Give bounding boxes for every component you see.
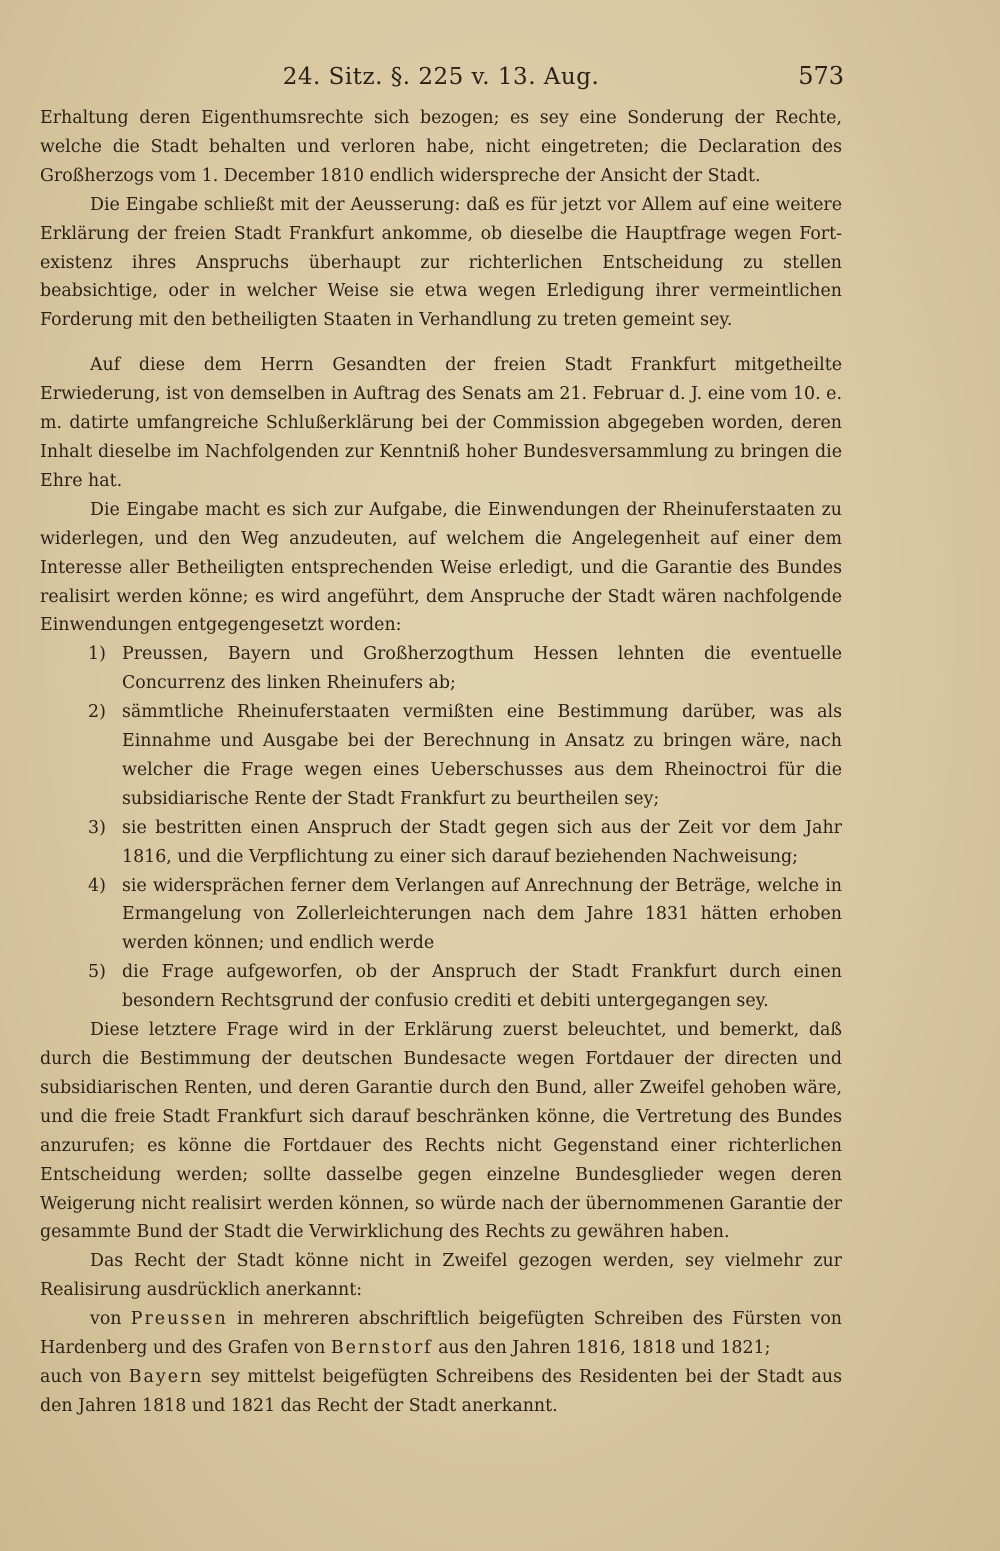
list-item-text: sie bestritten einen Anspruch der Stadt gegen sich aus der Zeit vor dem Jahr 1816, und die Verpflichtung zu einer sich darauf beziehenden Nachweisung; xyxy=(122,817,842,867)
list-item-text: Preussen, Bayern und Großherzogthum Hessen lehnten die eventuelle Concurrenz des linken Rheinufers ab; xyxy=(122,644,842,694)
state-name-bayern: Bayern xyxy=(128,1366,204,1387)
list-item-text: sie widersprächen ferner dem Verlangen auf Anrechnung der Beträge, welche in Ermangelung von Zollerleichterungen nach dem Jahre 1831 hätten erhoben werden können; und endlich werde xyxy=(122,875,842,954)
list-item-text: die Frage aufgeworfen, ob der Anspruch der Stadt Frankfurt durch einen besondern Rechtsgrund der confusio crediti et debiti untergegangen sey. xyxy=(122,962,842,1012)
list-item xyxy=(40,958,842,1016)
paragraph-8 xyxy=(40,1363,842,1421)
p8-part-c: sey mittelst beigefügten Schreibens des Residenten bei der Stadt aus den Jahren 1818 und 1821 das Recht der Stadt anerkannt. xyxy=(40,1366,843,1416)
list-item-number: 3) xyxy=(88,817,106,838)
paragraph-1: Erhaltung deren Eigenthumsrechte sich bezogen; es sey eine Sonderung der Rechte, welche die Stadt behalten und verloren habe, nicht eingetreten; die Declaration des Großherzogs vom 1. December 1810 endlich widerspreche der Ansicht der Stadt. xyxy=(40,108,842,186)
paragraph-2: Die Eingabe schließt mit der Aeusserung: daß es für jetzt vor Allem auf eine weitere Erklärung der freien Stadt Frankfurt ankomme, ob dieselbe die Hauptfrage wegen Fort-existenz ihres Anspruchs überhaupt zur richterlichen Entscheidung zu stellen beabsichtige, oder in welcher Weise sie etwa wegen Erledigung ihrer vermeintlichen Forderung mit den betheiligten Staaten in Verhandlung zu treten gemeint sey. xyxy=(40,194,842,331)
list-item-number: 4) xyxy=(88,875,106,896)
p7-part-a: von xyxy=(90,1309,131,1330)
paragraph-4: Die Eingabe macht es sich zur Aufgabe, die Einwendungen der Rheinuferstaaten zu widerlegen, und den Weg anzudeuten, auf welchem die Angelegenheit auf einer dem Interesse aller Betheiligten entsprechenden Weise erledigt, und die Garantie des Bundes realisirt werden könne; es wird angeführt, dem Anspruche der Stadt wären nachfolgende Einwendungen entgegengesetzt worden: xyxy=(40,499,842,636)
list-item-text: sämmtliche Rheinuferstaaten vermißten eine Bestimmung darüber, was als Einnahme und Ausgabe bei der Berechnung in Ansatz zu bringen wäre, nach welcher die Frage wegen eines Ueberschusses aus dem Rheinoctroi für die subsidiarische Rente der Stadt Frankfurt zu beurtheilen sey; xyxy=(122,702,842,809)
document-page xyxy=(40,60,842,1421)
page-number: 573 xyxy=(798,62,844,90)
state-name-preussen: Preussen xyxy=(130,1309,228,1330)
paragraph-6: Das Recht der Stadt könne nicht in Zweifel gezogen werden, sey vielmehr zur Realisirung ausdrücklich anerkannt: xyxy=(40,1251,842,1301)
page-header xyxy=(40,60,842,104)
name-bernstorf: Bernstorf xyxy=(330,1338,433,1359)
paragraph-5: Diese letztere Frage wird in der Erklärung zuerst beleuchtet, und bemerkt, daß durch die Bestimmung der deutschen Bundesacte wegen Fortdauer der directen und subsidiarischen Renten, und deren Garantie durch den Bund, aller Zweifel gehoben wäre, und die freie Stadt Frankfurt sich darauf beschränken könne, die Vertretung des Bundes anzurufen; es könne die Fortdauer des Rechts nicht Gegenstand einer richterlichen Entscheidung werden; sollte dasselbe gegen einzelne Bundesglieder wegen deren Weigerung nicht realisirt werden können, so würde nach der übernommenen Garantie der gesammte Bund der Stadt die Verwirklichung des Rechts zu gewähren haben. xyxy=(40,1020,842,1243)
running-title: 24. Sitz. §. 225 v. 13. Aug. xyxy=(282,64,600,90)
list-item xyxy=(40,698,842,814)
list-item xyxy=(40,872,842,959)
p7-part-e: aus den Jahren 1816, 1818 und 1821; xyxy=(432,1338,771,1359)
list-item-number: 5) xyxy=(88,962,106,983)
p8-part-a: auch von xyxy=(40,1366,129,1387)
list-item xyxy=(40,640,842,698)
p7-part-c: in mehreren abschriftlich beigefügten Schreiben des Fürsten von Hardenberg und des Grafen von xyxy=(40,1309,842,1359)
objection-list xyxy=(40,640,842,1016)
paragraph-7 xyxy=(40,1305,842,1363)
body-text xyxy=(40,104,842,1421)
paragraph-3: Auf diese dem Herrn Gesandten der freien Stadt Frankfurt mitgetheilte Erwiederung, ist von demselben in Auftrag des Senats am 21. Februar d. J. eine vom 10. e. m. datirte umfangreiche Schlußerklärung bei der Commission abgegeben worden, deren Inhalt dieselbe im Nachfolgenden zur Kenntniß hoher Bundesversammlung zu bringen die Ehre hat. xyxy=(40,355,842,491)
list-item xyxy=(40,814,842,872)
list-item-number: 1) xyxy=(88,644,106,665)
list-item-number: 2) xyxy=(88,702,106,723)
